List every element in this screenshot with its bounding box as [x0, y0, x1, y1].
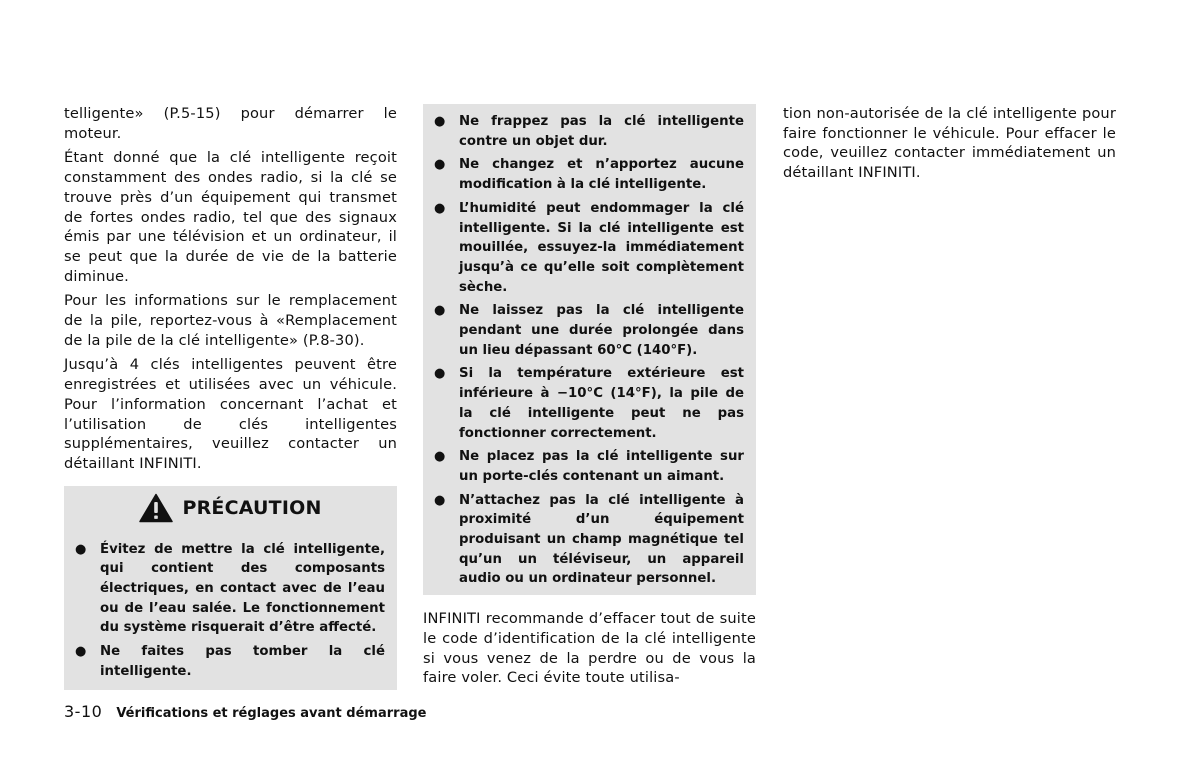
caution-box-continued	[423, 104, 756, 595]
caution-item-text: Ne laissez pas la clé intelligente pendant une durée prolongée dans un lieu dépassant 60°C (140°F).	[459, 303, 744, 358]
caution-item	[423, 491, 756, 590]
bullet-icon: ●	[434, 200, 446, 216]
caution-list	[423, 112, 756, 589]
bullet-icon: ●	[434, 157, 446, 173]
paragraph: Pour les informations sur le remplacement de la pile, reportez-vous à «Remplacement de la pile de la clé intelligente» (P.8-30).	[64, 292, 397, 349]
caution-item	[423, 155, 756, 194]
caution-item-text: Ne frappez pas la clé intelligente contre un objet dur.	[459, 114, 744, 149]
paragraph: telligente» (P.5-15) pour démarrer le moteur.	[64, 105, 397, 142]
bullet-icon: ●	[434, 449, 446, 465]
page-footer	[64, 702, 426, 721]
caution-box	[64, 530, 397, 690]
caution-header	[64, 486, 397, 530]
caution-item-text: Ne faites pas tomber la clé intelligente.	[100, 644, 385, 679]
right-column	[783, 104, 1116, 188]
paragraph: tion non-autorisée de la clé intelligente pour faire fonctionner le véhicule. Pour effacer le code, veuillez contacter immédiatement un détaillant INFINITI.	[783, 105, 1116, 182]
paragraph: INFINITI recommande d’effacer tout de suite le code d’identification de la clé intelligente si vous venez de la perdre ou de vous la faire voler. Ceci évite toute utilisa-	[423, 610, 756, 687]
caution-item	[64, 540, 397, 639]
page-number: 3-10	[64, 702, 103, 721]
warning-triangle-icon	[139, 493, 173, 523]
caution-item	[423, 112, 756, 151]
paragraph: Étant donné que la clé intelligente reçoit constamment des ondes radio, si la clé se trouve près d’un équipement qui transmet de fortes ondes radio, tel que des signaux émis par une télévision et un ordinateur, il se peut que la durée de vie de la batterie diminue.	[64, 149, 397, 285]
bullet-icon: ●	[434, 303, 446, 319]
caution-title: PRÉCAUTION	[182, 496, 322, 519]
caution-list	[64, 540, 397, 682]
caution-item-text: Évitez de mettre la clé intelligente, qui contient des composants électriques, en contact avec de l’eau ou de l’eau salée. Le fonctionnement du système risquerait d’être affecté.	[100, 541, 385, 636]
paragraph: Jusqu’à 4 clés intelligentes peuvent être enregistrées et utilisées avec un véhicule. Pour l’information concernant l’achat et l’utilisation de clés intelligentes supplémentaires, veuillez contacter un détaillant INFINITI.	[64, 356, 397, 472]
bullet-icon: ●	[75, 541, 87, 557]
bullet-icon: ●	[75, 644, 87, 660]
bullet-icon: ●	[434, 366, 446, 382]
middle-column	[423, 104, 756, 693]
caution-item	[423, 447, 756, 486]
chapter-title: Vérifications et réglages avant démarrage	[116, 706, 427, 721]
caution-item	[64, 642, 397, 681]
caution-item-text: N’attachez pas la clé intelligente à proximité d’un équipement produisant un champ magnétique tel qu’un un téléviseur, un appareil audio ou un ordinateur personnel.	[459, 492, 744, 587]
caution-item-text: Ne placez pas la clé intelligente sur un porte-clés contenant un aimant.	[459, 449, 744, 484]
bullet-icon: ●	[434, 492, 446, 508]
caution-item	[423, 364, 756, 443]
bullet-icon: ●	[434, 114, 446, 129]
left-column	[64, 104, 397, 690]
caution-item	[423, 199, 756, 298]
caution-item-text: L’humidité peut endommager la clé intelligente. Si la clé intelligente est mouillée, essuyez-la immédiatement jusqu’à ce qu’elle soit complètement sèche.	[459, 200, 744, 295]
caution-item-text: Si la température extérieure est inférieure à −10°C (14°F), la pile de la clé intelligente peut ne pas fonctionner correctement.	[459, 366, 744, 441]
caution-item	[423, 301, 756, 360]
caution-item-text: Ne changez et n’apportez aucune modification à la clé intelligente.	[459, 157, 744, 193]
